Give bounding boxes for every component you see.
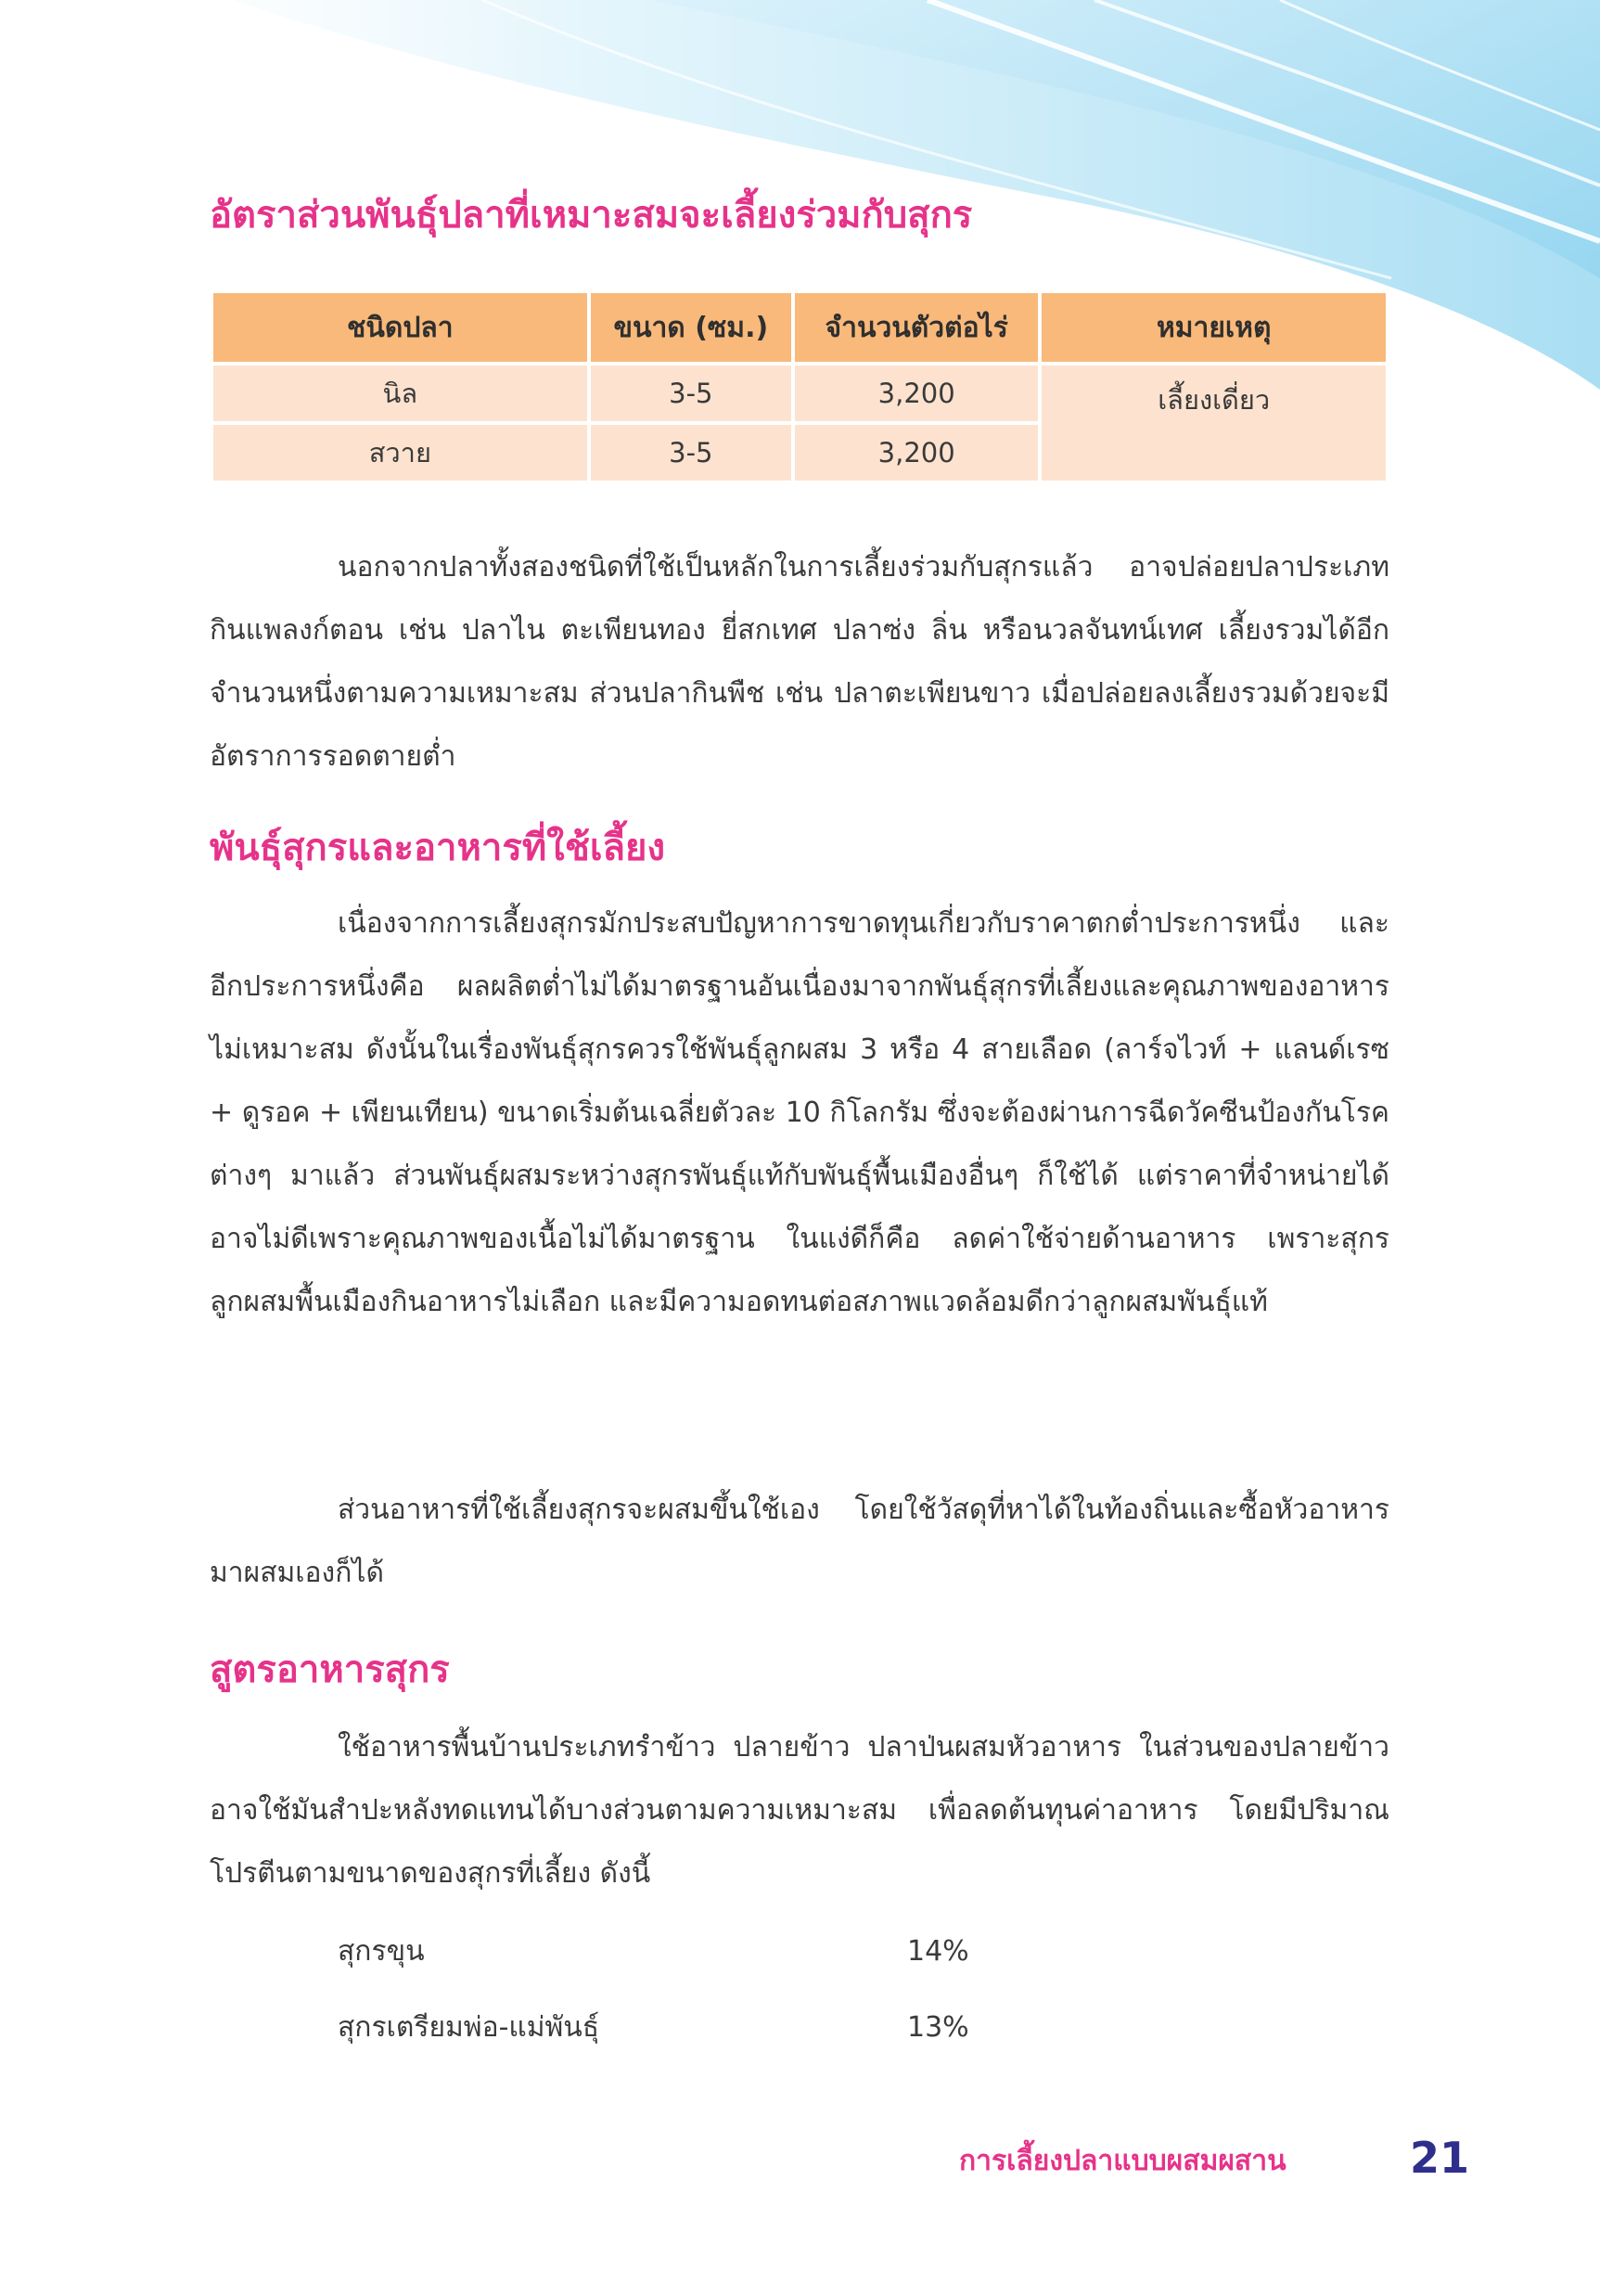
protein-level-row <box>338 2009 969 2046</box>
paragraph-text: ส่วนอาหารที่ใช้เลี้ยงสุกรจะผสมขึ้นใช้เอง โดยใช้วัสดุที่หาได้ในท้องถิ่นและซื้อหัวอาหารมาผสมเองก็ได้ <box>210 1494 1389 1589</box>
table-header-row <box>213 293 1386 362</box>
protein-label: สุกรขุน <box>338 1935 425 1968</box>
table-cell-note: เลี้ยงเดี่ยว <box>1042 366 1386 481</box>
paragraph-text: เนื่องจากการเลี้ยงสุกรมักประสบปัญหาการขาดทุนเกี่ยวกับราคาตกต่ำประการหนึ่ง และอีกประการหนึ่งคือ ผลผลิตต่ำไม่ได้มาตรฐานอันเนื่องมาจากพันธุ์สุกรที่เลี้ยงและคุณภาพของอาหารไม่เหมาะสม ดังนั้นในเรื่องพันธุ์สุกรควรใช้พันธุ์ลูกผสม 3 หรือ 4 สายเลือด (ลาร์จไวท์ + แลนด์เรซ + ดูรอค + เพียนเทียน) ขนาดเริ่มต้นเฉลี่ยตัวละ 10 กิโลกรัม ซึ่งจะต้องผ่านการฉีดวัคซีนป้องกันโรคต่างๆ มาแล้ว ส่วนพันธุ์ผสมระหว่างสุกรพันธุ์แท้กับพันธุ์พื้นเมืองอื่นๆ ก็ใช้ได้ แต่ราคาที่จำหน่ายได้อาจไม่ดีเพราะคุณภาพของเนื้อไม่ได้มาตรฐาน ในแง่ดีก็คือ ลดค่าใช้จ่ายด้านอาหาร เพราะสุกรลูกผสมพื้นเมืองกินอาหารไม่เลือก และมีความอดทนต่อสภาพแวดล้อมดีกว่าลูกผสมพันธุ์แท้ <box>210 907 1389 1318</box>
page-number: 21 <box>1410 2133 1470 2183</box>
footer-book-title: การเลี้ยงปลาแบบผสมผสาน <box>959 2145 1286 2177</box>
paragraph-other-fish <box>210 536 1389 789</box>
table-cell-fish: นิล <box>213 366 587 421</box>
protein-label: สุกรเตรียมพ่อ-แม่พันธุ์ <box>338 2011 600 2044</box>
protein-level-row <box>338 1933 969 1970</box>
table-cell-size: 3-5 <box>591 366 791 421</box>
table-header-size: ขนาด (ซม.) <box>591 293 791 362</box>
table-cell-count: 3,200 <box>795 366 1038 421</box>
paragraph-feed-formula <box>210 1716 1389 1905</box>
fish-ratio-table <box>210 289 1389 484</box>
table-cell-size: 3-5 <box>591 425 791 481</box>
heading-pig-breeds: พันธุ์สุกรและอาหารที่ใช้เลี้ยง <box>210 827 666 869</box>
table-cell-count: 3,200 <box>795 425 1038 481</box>
heading-fish-ratio: อัตราส่วนพันธุ์ปลาที่เหมาะสมจะเลี้ยงร่วมกับสุกร <box>210 194 973 237</box>
protein-value: 13% <box>907 2011 969 2044</box>
table-header-count-per-rai: จำนวนตัวต่อไร่ <box>795 293 1038 362</box>
paragraph-text: นอกจากปลาทั้งสองชนิดที่ใช้เป็นหลักในการเลี้ยงร่วมกับสุกรแล้ว อาจปล่อยปลาประเภทกินแพลงก์ตอน เช่น ปลาไน ตะเพียนทอง ยี่สกเทศ ปลาซ่ง ลิ่น หรือนวลจันทน์เทศ เลี้ยงรวมได้อีกจำนวนหนึ่งตามความเหมาะสม ส่วนปลากินพืช เช่น ปลาตะเพียนขาว เมื่อปล่อยลงเลี้ยงรวมด้วยจะมีอัตราการรอดตายต่ำ <box>210 551 1389 773</box>
table-header-fish-type: ชนิดปลา <box>213 293 587 362</box>
table-row <box>213 366 1386 421</box>
paragraph-pig-breeds <box>210 892 1389 1334</box>
table-header-note: หมายเหตุ <box>1042 293 1386 362</box>
heading-pig-feed-formula: สูตรอาหารสุกร <box>210 1648 450 1691</box>
paragraph-pig-feed <box>210 1479 1389 1605</box>
paragraph-text: ใช้อาหารพื้นบ้านประเภทรำข้าว ปลายข้าว ปลาป่นผสมหัวอาหาร ในส่วนของปลายข้าวอาจใช้มันสำปะหลังทดแทนได้บางส่วนตามความเหมาะสม เพื่อลดต้นทุนค่าอาหาร โดยมีปริมาณโปรตีนตามขนาดของสุกรที่เลี้ยง ดังนี้ <box>210 1731 1389 1890</box>
table-cell-fish: สวาย <box>213 425 587 481</box>
protein-value: 14% <box>907 1935 969 1968</box>
